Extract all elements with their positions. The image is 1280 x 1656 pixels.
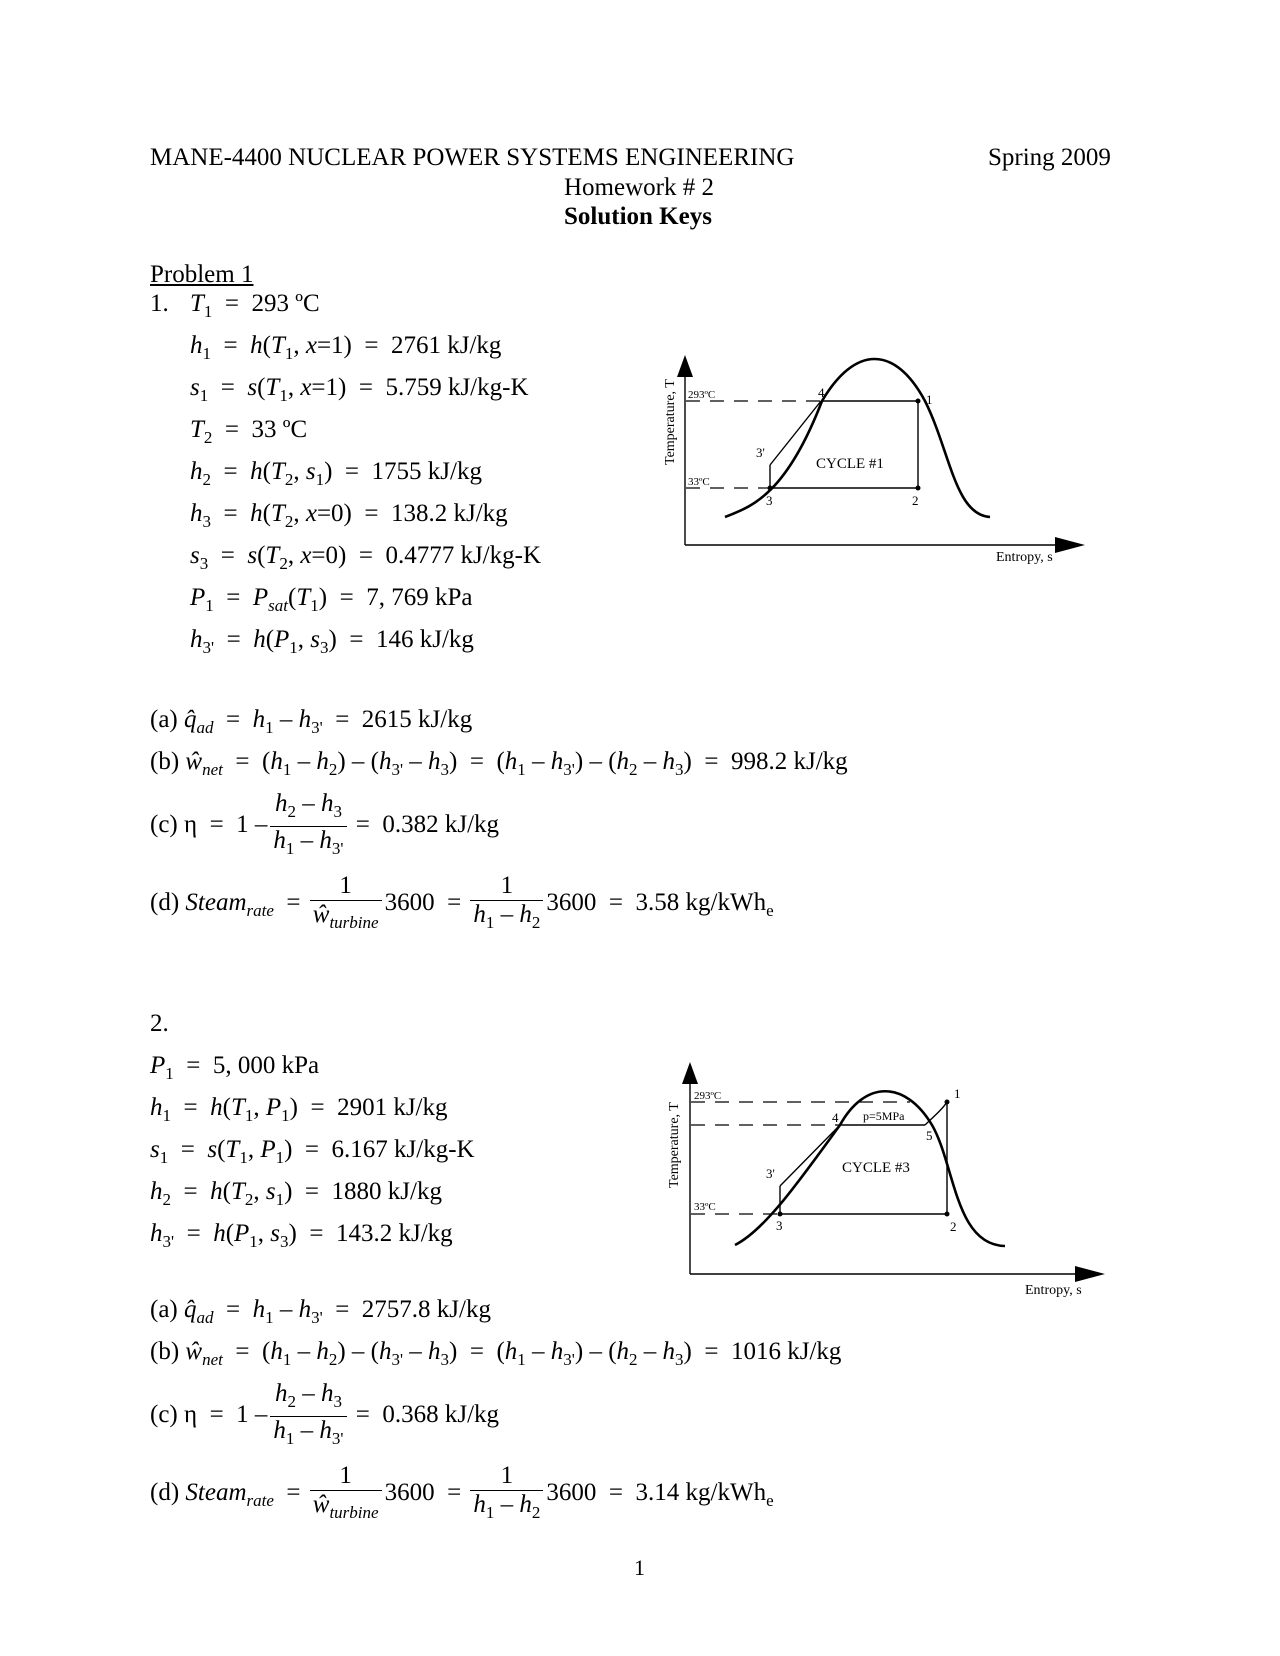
hour-factor: 3600 bbox=[384, 1479, 435, 1507]
saturation-dome bbox=[725, 359, 990, 517]
value: 998.2 kJ/kg bbox=[730, 748, 848, 775]
value: 1755 kJ/kg bbox=[371, 458, 482, 485]
homework-title: Homework # 2 bbox=[564, 174, 714, 201]
eq2-h2: $h_2 = h(T_2$, $s_1) = 1880$ kJ/kg bbox=[150, 1178, 442, 1209]
value: 2615 kJ/kg bbox=[361, 706, 473, 733]
point-3-label: 3 bbox=[776, 1218, 783, 1233]
course-title: MANE-4400 NUCLEAR POWER SYSTEMS ENGINEERING bbox=[150, 144, 795, 171]
point-1-dot bbox=[945, 1100, 950, 1105]
value: 2757.8 kJ/kg bbox=[361, 1296, 491, 1323]
value: 33 ºC bbox=[251, 416, 308, 443]
eq2-h1: $h_1 = h(T_1$, $P_1) = 2901$ kJ/kg bbox=[150, 1094, 448, 1125]
t-high-label: 293ºC bbox=[694, 1090, 722, 1102]
y-axis-arrow bbox=[677, 355, 693, 377]
eq2-s1: $s_1 = s(T_1$, $P_1) = 6.167$ kJ/kg-K bbox=[150, 1136, 475, 1167]
eq-P1: $P_1 = P_{sat}(T_1) = 7$, 769 kPa bbox=[190, 584, 473, 615]
value: 0.4777 kJ/kg-K bbox=[385, 542, 542, 569]
x-axis-arrow bbox=[1075, 1266, 1105, 1282]
value: 0.382 kJ/kg bbox=[382, 811, 500, 839]
fraction-one: 1 bbox=[310, 1462, 382, 1491]
value: 5.759 kJ/kg-K bbox=[385, 374, 529, 401]
point-4-label: 4 bbox=[832, 1110, 839, 1125]
cycle-label: CYCLE #1 bbox=[816, 456, 884, 472]
point-1-dot bbox=[916, 399, 921, 404]
result-2d: (d) Steam$_{rate}$ = $\frac{1}{ŵ_{turbine}}$ 3600 = $\frac{1}{h_1 - h_2}$ 3600 = 3.14 kg/kWh$_e$ bbox=[150, 1462, 774, 1522]
subtitle: Solution Keys bbox=[564, 203, 712, 230]
point-3-label: 3 bbox=[766, 493, 773, 508]
result-1c: (c) η = 1 – $\frac{h_2 - h_3}{h_1 - h_{3'}}$ = 0.382 kJ/kg bbox=[150, 790, 500, 858]
x-axis-label: Entropy, s bbox=[996, 550, 1053, 565]
eq-h2: $h_2 = h(T_2$, $s_1) = 1755$ kJ/kg bbox=[190, 458, 482, 489]
hour-factor: 3600 bbox=[546, 889, 597, 917]
part2-number: 2. bbox=[150, 1010, 169, 1037]
point-5-label: 5 bbox=[926, 1128, 933, 1143]
value: 2901 kJ/kg bbox=[337, 1094, 448, 1121]
result-2a: (a) $q̂_{ad} = h_1 - h_{3'} = 2757.8$ kJ/kg bbox=[150, 1296, 491, 1327]
hour-factor: 3600 bbox=[384, 889, 435, 917]
point-1-label: 1 bbox=[954, 1086, 961, 1101]
result-1a: (a) $q̂_{ad} = h_1 - h_{3'} = 2615$ kJ/kg bbox=[150, 706, 473, 737]
y-axis-label: Temperature, T bbox=[667, 1102, 682, 1188]
result-2c: (c) η = 1 – $\frac{h_2 - h_3}{h_1 - h_{3'}}$ = 0.368 kJ/kg bbox=[150, 1380, 500, 1448]
result-1d: (d) Steam$_{rate}$ = $\frac{1}{ŵ_{turbine}}$ 3600 = $\frac{1}{h_1 - h_2}$ 3600 = 3.58 kg/kWh$_e$ bbox=[150, 872, 774, 932]
point-2-label: 2 bbox=[950, 1219, 957, 1234]
t-high-label: 293ºC bbox=[688, 389, 716, 401]
eq-T2: $T_2 = 33$ ºC bbox=[190, 416, 308, 447]
page-number: 1 bbox=[634, 1555, 645, 1580]
point-3-dot bbox=[768, 486, 773, 491]
ts-diagram-cycle1 bbox=[650, 355, 1090, 575]
eq-h1: $h_1 = h(T_1$, x=1) = 2761 kJ/kg bbox=[190, 332, 502, 363]
t-low-label: 33ºC bbox=[694, 1201, 716, 1213]
eq-h3: $h_3 = h(T_2$, x=0) = 138.2 kJ/kg bbox=[190, 500, 508, 531]
energy-sub: e bbox=[766, 1491, 774, 1511]
energy-sub: e bbox=[766, 901, 774, 921]
point-2-label: 2 bbox=[912, 493, 919, 508]
term: Spring 2009 bbox=[988, 144, 1111, 171]
value: 6.167 kJ/kg-K bbox=[331, 1136, 475, 1163]
eq-s3: $s_3 = s(T_2$, x=0) = 0.4777 kJ/kg-K bbox=[190, 542, 542, 573]
value: 3.58 kg/kWh bbox=[635, 889, 767, 917]
eq-h3p: $h_{3'} = h(P_1$, $s_3) = 146$ kJ/kg bbox=[190, 626, 474, 657]
x-axis-arrow bbox=[1055, 537, 1085, 553]
point-1-label: 1 bbox=[926, 392, 933, 407]
eq-s1: $s_1 = s(T_1$, x=1) = 5.759 kJ/kg-K bbox=[190, 374, 529, 405]
ts-diagram-cycle3 bbox=[650, 1060, 1120, 1300]
pressure-label: p=5MPa bbox=[863, 1109, 905, 1123]
eq2-P1: $P_1 = 5$, 000 kPa bbox=[150, 1052, 320, 1083]
fraction-one: 1 bbox=[310, 872, 382, 901]
t-low-label: 33ºC bbox=[688, 476, 710, 488]
result-2b: (b) $ŵ_{net} = (h_1 - h_2) - (h_{3'} - h_3) = (h_1 - h_{3'}) - (h_2 - h_3) = 1016$ kJ/kg bbox=[150, 1338, 842, 1369]
part1-number: 1. bbox=[150, 290, 169, 317]
fraction-one: 1 bbox=[470, 872, 543, 901]
value: 293 ºC bbox=[251, 290, 320, 317]
x-axis-label: Entropy, s bbox=[1025, 1283, 1082, 1298]
value: 7, 769 kPa bbox=[366, 584, 473, 611]
y-axis-arrow bbox=[682, 1062, 698, 1084]
fraction-one: 1 bbox=[470, 1462, 543, 1491]
superheat-line bbox=[925, 1102, 947, 1125]
value: 146 kJ/kg bbox=[375, 626, 474, 653]
point-2-dot bbox=[916, 486, 921, 491]
value: 2761 kJ/kg bbox=[390, 332, 502, 359]
result-1b: (b) $ŵ_{net} = (h_1 - h_2) - (h_{3'} - h_3) = (h_1 - h_{3'}) - (h_2 - h_3) = 998.2$ kJ/kg bbox=[150, 748, 848, 779]
y-axis-label: Temperature, T bbox=[663, 379, 678, 465]
point-3-dot bbox=[778, 1212, 783, 1217]
value: 3.14 kg/kWh bbox=[635, 1479, 767, 1507]
value: 143.2 kJ/kg bbox=[335, 1220, 453, 1247]
value: 0.368 kJ/kg bbox=[382, 1401, 500, 1429]
cycle-label: CYCLE #3 bbox=[842, 1160, 910, 1176]
point-3p-label: 3' bbox=[756, 445, 765, 460]
value: 1016 kJ/kg bbox=[730, 1338, 842, 1365]
eq2-h3p: $h_{3'} = h(P_1$, $s_3) = 143.2$ kJ/kg bbox=[150, 1220, 453, 1251]
point-4-label: 4 bbox=[818, 385, 825, 400]
point-2-dot bbox=[945, 1212, 950, 1217]
heating-line bbox=[780, 1125, 840, 1186]
point-3p-label: 3' bbox=[766, 1166, 775, 1181]
value: 138.2 kJ/kg bbox=[390, 500, 508, 527]
hour-factor: 3600 bbox=[546, 1479, 597, 1507]
value: 1880 kJ/kg bbox=[331, 1178, 442, 1205]
eq-T1: $T_1 = 293$ ºC bbox=[190, 290, 320, 321]
problem-title: Problem 1 bbox=[150, 261, 254, 288]
value: 5, 000 kPa bbox=[212, 1052, 320, 1079]
